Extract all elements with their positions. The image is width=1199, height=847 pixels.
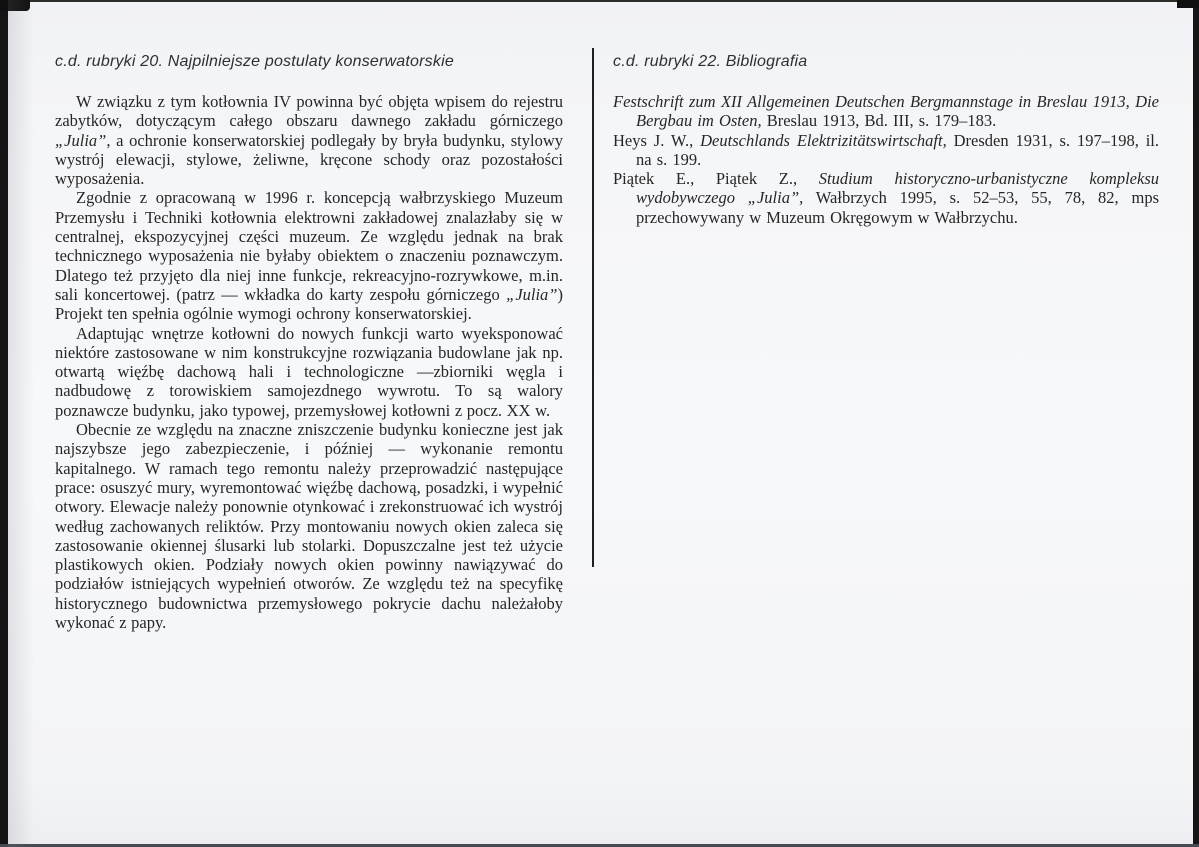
column-divider-rule: [592, 48, 594, 567]
scan-edge-left: [0, 0, 8, 847]
column-rubric-20: [55, 52, 563, 632]
text-run: Studium historyczno-urbanistyczne kompleksu wydobywczego „Julia”,: [636, 169, 1159, 208]
paragraph: [55, 92, 563, 188]
text-run: , a ochronie konserwatorskiej podlegały by bryła budynku, stylowy wystrój elewacji, stylowe, żeliwne, kręcone schody oraz pozostałości wyposażenia.: [55, 130, 563, 189]
bibliography-list: [613, 92, 1159, 227]
text-run: W związku z tym kotłownia IV powinna być objęta wpisem do rejestru zabytków, dotyczącym całego obszaru dawnego zakładu górniczego: [55, 92, 563, 131]
scan-edge-top: [0, 0, 1199, 2]
text-run: ) Projekt ten spełnia ogólnie wymogi ochrony konserwatorskiej.: [55, 284, 563, 324]
text-run: Festschrift zum XII Allgemeinen Deutschen Bergmannstage in Breslau 1913, Die Bergbau im Osten,: [613, 92, 1159, 131]
bibliography-entry: [613, 92, 1159, 131]
text-run: Deutschlands Elektrizitätswirtschaft,: [700, 130, 947, 150]
text-run: Dresden 1931, s. 197–198, il. na s. 199.: [636, 130, 1159, 169]
rubric-20-header: c.d. rubryki 20. Najpilniejsze postulaty konserwatorskie: [55, 53, 454, 70]
scan-corner-top-right: [1177, 0, 1199, 8]
paragraph: [55, 420, 563, 632]
text-run: Adaptując wnętrze kotłowni do nowych funkcji warto wyeksponować niektóre zastosowane w nim konstrukcyjne rozwiązania budowlane jak np. otwartą więźbę dachową hali i technologiczne —zbiorniki węgla i nadbudowę z torowiskiem samojezdnego wywrotu. To są walory poznawcze budynku, jako typowej, przemysłowej kotłowni z pocz. XX w.: [55, 323, 563, 420]
rubric-22-header: c.d. rubryki 22. Bibliografia: [613, 53, 808, 70]
paragraph: [55, 188, 563, 323]
bibliography-entry: [613, 131, 1159, 170]
text-run: Breslau 1913, Bd. III, s. 179–183.: [761, 111, 997, 131]
text-run: Wałbrzych 1995, s. 52–53, 55, 78, 82, mps przechowywany w Muzeum Okręgowym w Wałbrzychu.: [636, 188, 1159, 227]
text-run: Zgodnie z opracowaną w 1996 r. koncepcją wałbrzyskiego Muzeum Przemysłu i Techniki kotłownia elektrowni zakładowej znalazłaby się w centralnej, ekspozycyjnej części muzeum. Ze względu jednak na brak technicznego wyposażenia nie byłaby obiektem o znaczeniu poznawczym. Dlatego też przyjęto dla niej inne funkcje, rekreacyjno-rozrywkowe, m.in. sali koncertowej. (patrz — wkładka do karty zespołu górniczego: [55, 188, 563, 304]
bibliography-entry: [613, 169, 1159, 227]
text-run: Piątek E., Piątek Z.,: [613, 169, 819, 189]
text-run: „Julia”: [55, 130, 107, 150]
rubric-20-body: [55, 92, 563, 632]
column-rubric-22: [613, 52, 1159, 227]
scan-edge-right: [1193, 0, 1199, 847]
text-run: „Julia”: [506, 284, 558, 304]
text-run: Heys J. W.,: [613, 130, 701, 150]
paragraph: [55, 324, 563, 420]
text-run: Obecnie ze względu na znaczne zniszczenie budynku konieczne jest jak najszybsze jego zabezpieczenie, i później — wykonanie remontu kapitalnego. W ramach tego remontu należy przeprowadzić następujące prace: osuszyć mury, wyremontować więźbę dachową, posadzki, i wypełnić otwory. Elewacje należy ponownie otynkować i zrekonstruować ich wystrój według zachowanych reliktów. Przy montowaniu nowych okien zaleca się zastosowanie okiennej ślusarki lub stolarki. Dopuszczalne jest też użycie plastikowych okien. Podziały nowych okien powinny nawiązywać do podziałów istniejących wypełnień otworów. Ze względu też na specyfikę historycznego budownictwa przemysłowego pokrycie dachu należałoby wykonać z papy.: [55, 420, 563, 633]
scan-shadow-left: [8, 0, 34, 847]
